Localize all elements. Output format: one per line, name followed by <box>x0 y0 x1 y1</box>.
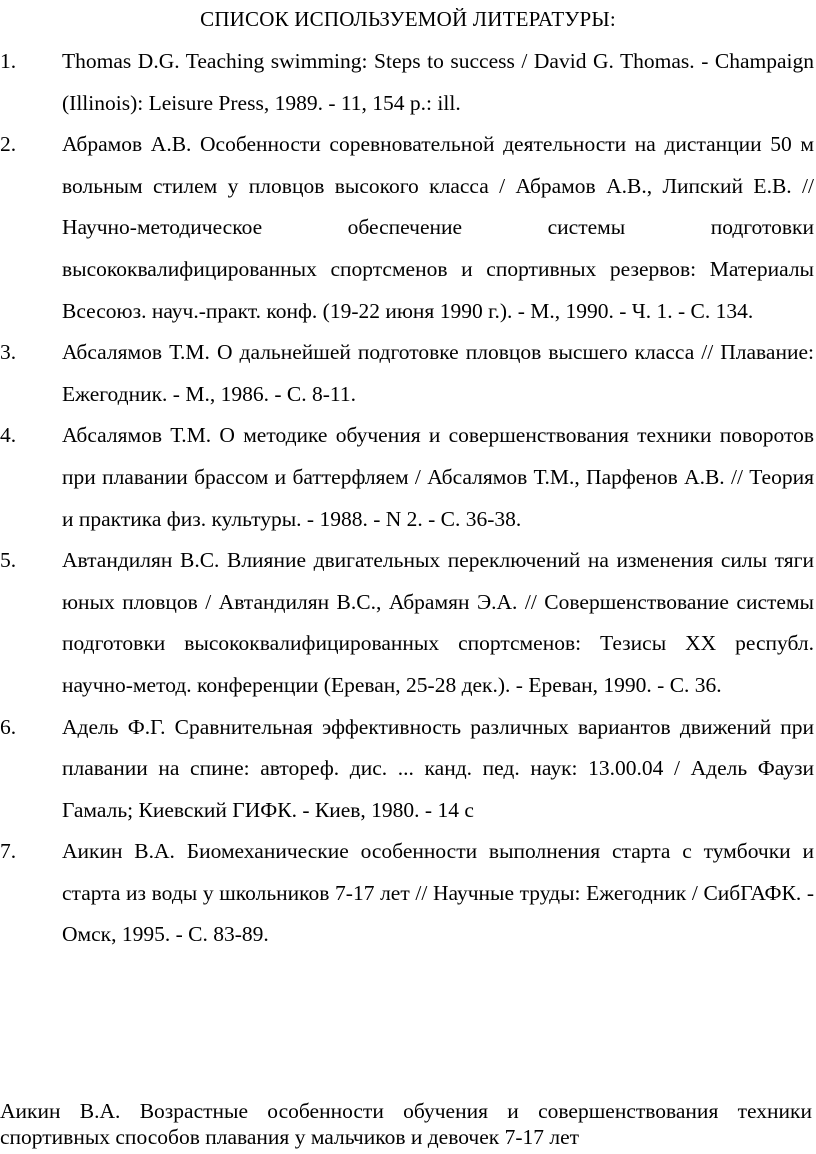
reference-text: Аикин В.А. Биомеханические особенности выполнения старта с тумбочки и старта из воды у школьников 7-17 лет // Научные труды: Ежегодник / СибГАФК. - Омск, 1995. - С. 83-89. <box>62 839 814 947</box>
reference-number: 3. <box>0 340 17 365</box>
reference-item-7 <box>0 831 816 956</box>
reference-text: Автандилян В.С. Влияние двигательных переключений на изменения силы тяги юных пловцов / Автандилян В.С., Абрамян Э.А. // Совершенствование системы подготовки высококвалифицированных спортсменов: Тезисы XX республ. научно-метод. конференции (Ереван, 25-28 дек.). - Ереван, 1990. - С. 36. <box>62 548 814 697</box>
reference-item-3 <box>0 332 816 415</box>
reference-number: 5. <box>0 548 17 573</box>
reference-text: Thomas D.G. Teaching swimming: Steps to success / David G. Thomas. - Champaign (Illinois): Leisure Press, 1989. - 11, 154 p.: ill. <box>62 49 814 115</box>
trailing-paragraph: Аикин В.А. Возрастные особенности обучения и совершенствования техники спортивных способов плавания у мальчиков и девочек 7-17 лет <box>0 1099 812 1149</box>
reference-item-4 <box>0 415 816 540</box>
page-title: СПИСОК ИСПОЛЬЗУЕМОЙ ЛИТЕРАТУРЫ: <box>200 7 616 31</box>
reference-number: 1. <box>0 49 17 73</box>
reference-text: Абсалямов Т.М. О дальнейшей подготовке пловцов высшего класса // Плавание: Ежегодник. - М., 1986. - С. 8-11. <box>62 340 814 406</box>
reference-item-5 <box>0 540 816 706</box>
reference-number: 2. <box>0 132 17 157</box>
reference-text: Абсалямов Т.М. О методике обучения и совершенствования техники поворотов при плавании брассом и баттерфляем / Абсалямов Т.М., Парфенов А.В. // Теория и практика физ. культуры. - 1988. - N 2. - С. 36-38. <box>62 423 814 531</box>
reference-number: 4. <box>0 423 17 448</box>
reference-item-2 <box>0 124 816 332</box>
reference-item-6 <box>0 707 816 832</box>
reference-text: Адель Ф.Г. Сравнительная эффективность различных вариантов движений при плавании на спине: автореф. дис. ... канд. пед. наук: 13.00.04 / Адель Фаузи Гамаль; Киевский ГИФК. - Киев, 1980. - 14 с <box>62 714 814 822</box>
reference-number: 6. <box>0 714 17 739</box>
reference-item-1 <box>0 41 816 124</box>
reference-list <box>0 41 816 956</box>
reference-number: 7. <box>0 839 17 864</box>
reference-text: Абрамов А.В. Особенности соревновательной деятельности на дистанции 50 м вольным стилем у пловцов высокого класса / Абрамов А.В., Липский Е.В. // Научно-методическое обеспечение системы подготовки высококвалифицированных спортсменов и спортивных резервов: Материалы Всесоюз. науч.-практ. конф. (19-22 июня 1990 г.). - М., 1990. - Ч. 1. - С. 134. <box>62 132 814 323</box>
